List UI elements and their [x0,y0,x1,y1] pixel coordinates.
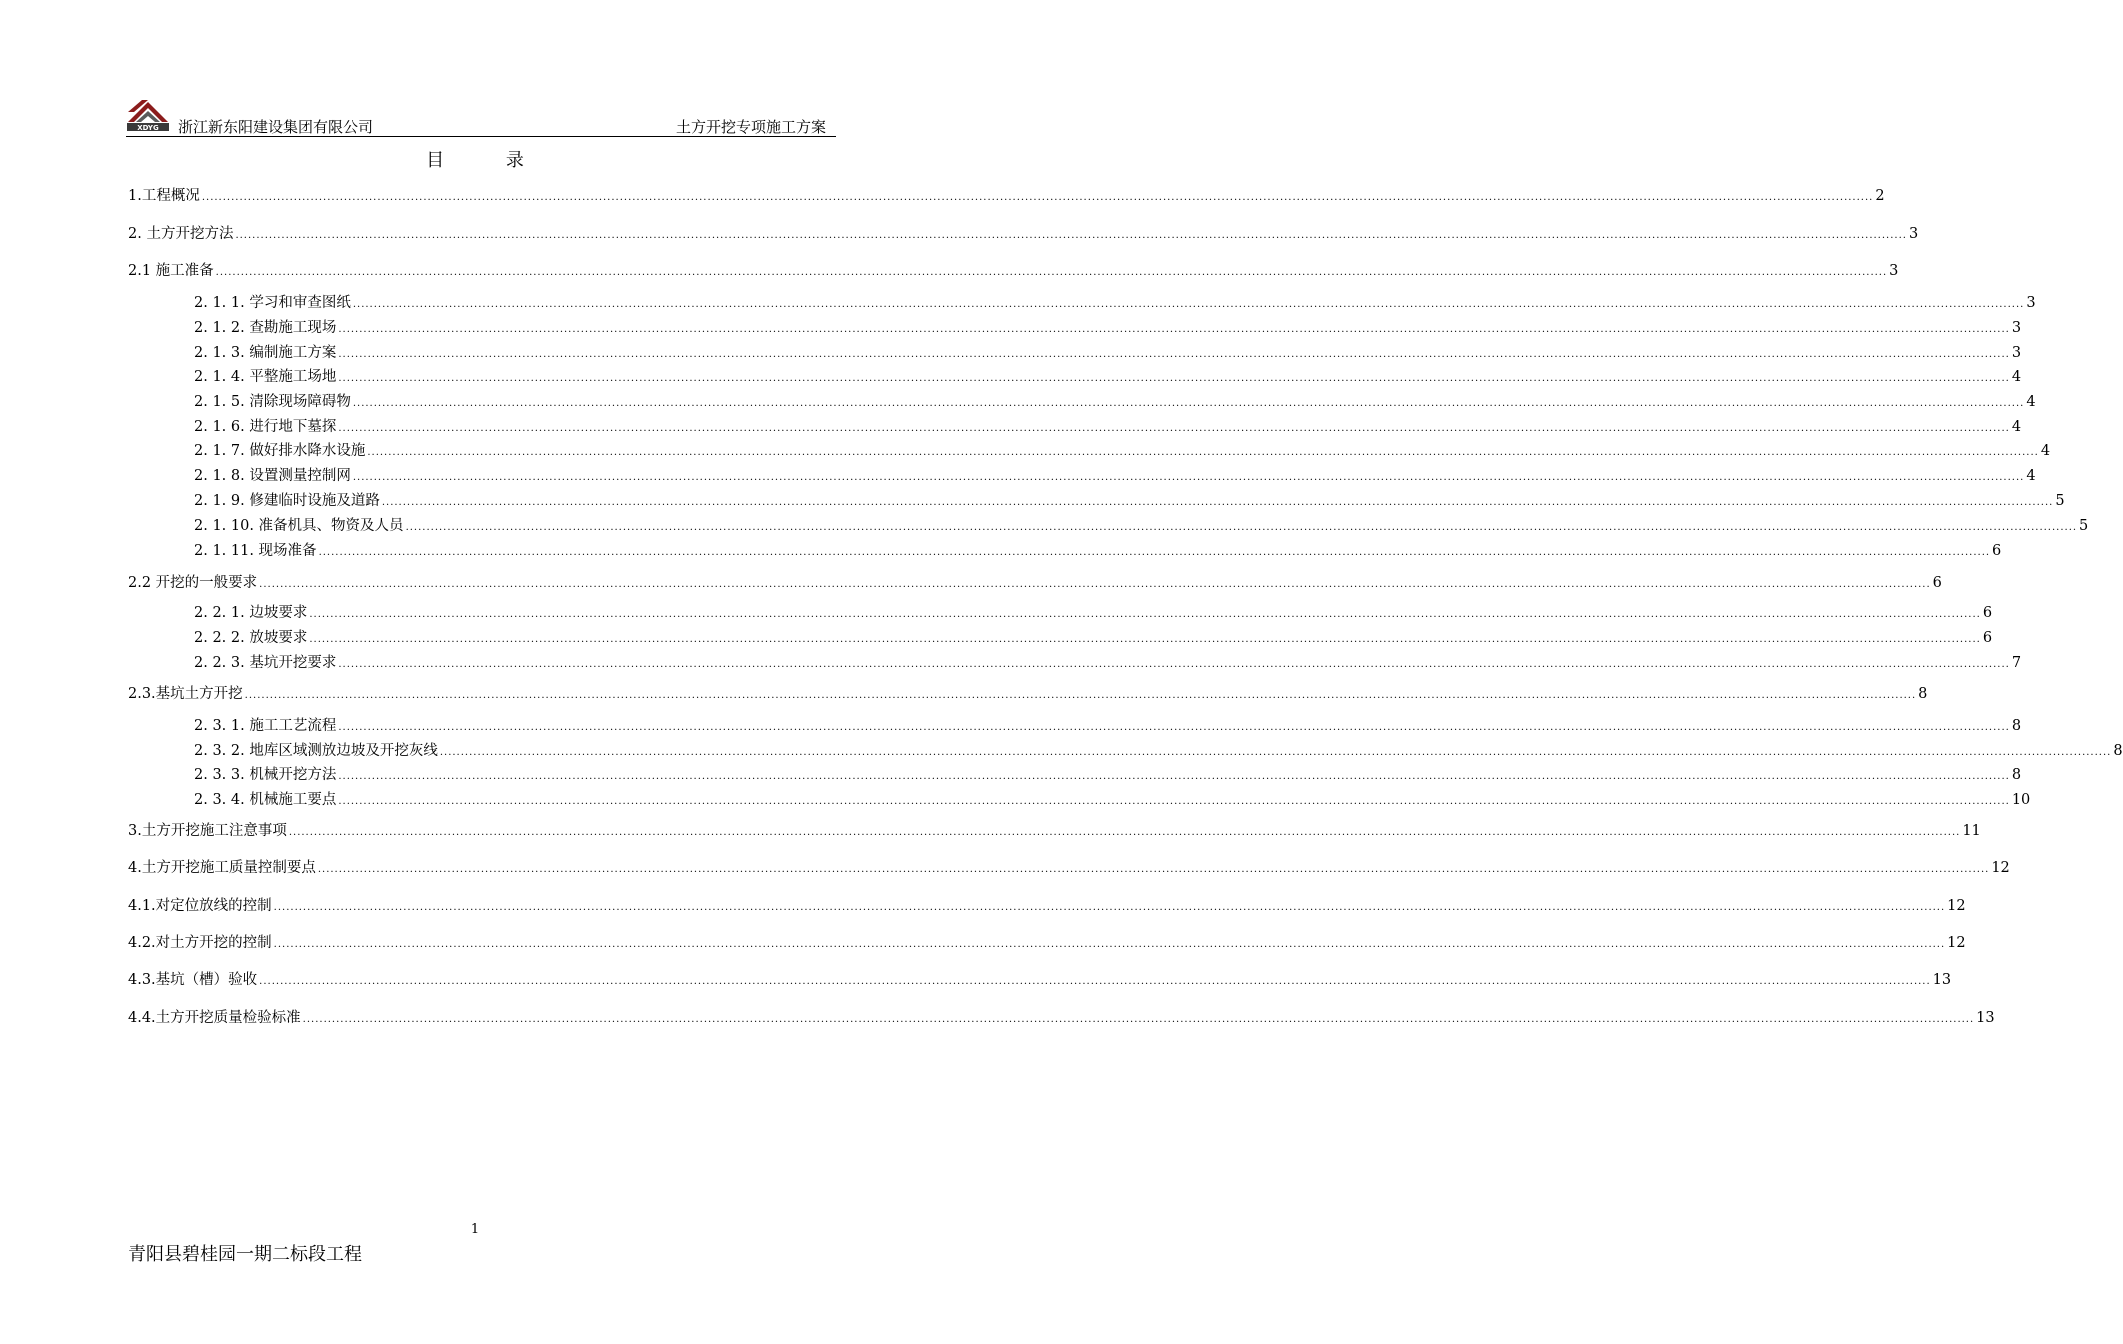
toc-leader-dots: ................................................................................................................................................................................................................................................................................................................................................................................................................ [338,659,2010,670]
toc-entry[interactable] [128,933,1966,953]
toc-entry-page: 8 [2011,767,2022,783]
toc-entry[interactable] [194,392,2036,412]
toc-entry[interactable] [194,541,2002,561]
toc-leader-dots: ................................................................................................................................................................................................................................................................................................................................................................................................................ [288,827,1961,838]
toc-entry[interactable] [194,466,2036,486]
toc-entry-page: 4 [2026,468,2036,484]
toc-leader-dots: ................................................................................................................................................................................................................................................................................................................................................................................................................ [215,267,1888,278]
toc-entry-page: 10 [2011,792,2031,808]
toc-entry[interactable] [194,417,2022,437]
toc-entry[interactable] [194,293,2036,313]
toc-entry-label: 4.1.对定位放线的控制 [128,898,272,914]
toc-entry[interactable] [194,516,2089,536]
toc-leader-dots: ................................................................................................................................................................................................................................................................................................................................................................................................................ [309,609,1981,620]
toc-entry-label: 1.工程概况 [128,188,200,204]
toc-entry-label: 2.1 施工准备 [128,263,214,279]
toc-entry-label: 2. 1. 7. 做好排水降水设施 [194,443,366,459]
toc-leader-dots: ................................................................................................................................................................................................................................................................................................................................................................................................................ [259,976,1931,987]
toc-leader-dots: ................................................................................................................................................................................................................................................................................................................................................................................................................ [338,423,2010,434]
toc-entry[interactable] [194,765,2022,785]
toc-entry[interactable] [128,821,1981,841]
toc-entry-page: 4 [2011,369,2022,385]
toc-leader-dots: ................................................................................................................................................................................................................................................................................................................................................................................................................ [317,864,1990,875]
toc-entry-label: 4.2.对土方开挖的控制 [128,935,272,951]
toc-leader-dots: ................................................................................................................................................................................................................................................................................................................................................................................................................ [338,373,2010,384]
toc-entry[interactable] [128,896,1966,916]
document-title: 土方开挖专项施工方案 [675,118,826,136]
toc-entry-label: 2. 3. 1. 施工工艺流程 [194,718,337,734]
toc-leader-dots: ................................................................................................................................................................................................................................................................................................................................................................................................................ [352,299,2025,310]
toc-entry-page: 3 [2011,345,2022,361]
toc-entry-page: 4 [2040,443,2051,459]
header-divider [126,136,836,137]
toc-entry-page: 4 [2026,394,2036,410]
svg-text:XDYG: XDYG [137,124,159,132]
toc-leader-dots: ................................................................................................................................................................................................................................................................................................................................................................................................................ [439,747,2112,758]
toc-entry-label: 2. 3. 2. 地库区域测放边坡及开挖灰线 [194,743,438,759]
page-header [126,98,836,134]
toc-entry[interactable] [194,716,2022,736]
toc-entry-label: 2. 土方开挖方法 [128,226,234,242]
toc-entry[interactable] [194,790,2031,810]
toc-leader-dots: ................................................................................................................................................................................................................................................................................................................................................................................................................ [273,939,1946,950]
toc-heading: 目 录 [426,150,552,171]
toc-leader-dots: ................................................................................................................................................................................................................................................................................................................................................................................................................ [273,902,1946,913]
toc-entry-page: 3 [1908,226,1919,242]
toc-entry-page: 6 [1932,575,1942,591]
company-logo-icon [126,98,170,132]
toc-entry-page: 12 [1947,898,1966,914]
toc-entry-label: 3.土方开挖施工注意事项 [128,823,287,839]
toc-entry-page: 3 [2011,320,2022,336]
toc-entry[interactable] [128,224,1919,244]
toc-leader-dots: ................................................................................................................................................................................................................................................................................................................................................................................................................ [201,192,1874,203]
toc-leader-dots: ................................................................................................................................................................................................................................................................................................................................................................................................................ [405,522,2078,533]
toc-leader-dots: ................................................................................................................................................................................................................................................................................................................................................................................................................ [381,497,2054,508]
toc-entry[interactable] [194,491,2065,511]
toc-entry[interactable] [194,653,2022,673]
toc-entry[interactable] [128,573,1942,593]
toc-entry-page: 5 [2055,493,2065,509]
toc-entry[interactable] [194,343,2022,363]
toc-entry-page: 3 [1889,263,1899,279]
toc-entry-page: 12 [1991,860,2010,876]
toc-entry[interactable] [194,367,2022,387]
toc-entry-page: 3 [2026,295,2036,311]
toc-entry-label: 2. 1. 4. 平整施工场地 [194,369,337,385]
toc-entry[interactable] [128,186,1885,206]
toc-leader-dots: ................................................................................................................................................................................................................................................................................................................................................................................................................ [367,447,2039,458]
toc-entry-page: 6 [1982,630,1993,646]
toc-entry-label: 2.2 开挖的一般要求 [128,575,258,591]
toc-entry-page: 8 [2011,718,2022,734]
toc-entry-page: 2 [1875,188,1885,204]
project-name: 青阳县碧桂园一期二标段工程 [128,1244,362,1265]
toc-entry-label: 2. 1. 3. 编制施工方案 [194,345,337,361]
toc-entry[interactable] [128,858,2010,878]
toc-leader-dots: ................................................................................................................................................................................................................................................................................................................................................................................................................ [318,547,1991,558]
toc-entry-label: 4.3.基坑（槽）验收 [128,972,258,988]
toc-entry[interactable] [194,441,2051,461]
toc-entry[interactable] [194,741,2123,761]
toc-entry-page: 12 [1947,935,1966,951]
toc-entry[interactable] [128,684,1928,704]
toc-leader-dots: ................................................................................................................................................................................................................................................................................................................................................................................................................ [259,579,1931,590]
toc-entry-label: 2. 1. 10. 准备机具、物资及人员 [194,518,404,534]
toc-entry-label: 2. 1. 11. 现场准备 [194,543,317,559]
toc-entry-page: 13 [1932,972,1952,988]
toc-leader-dots: ................................................................................................................................................................................................................................................................................................................................................................................................................ [338,722,2010,733]
toc-entry[interactable] [128,970,1952,990]
toc-leader-dots: ................................................................................................................................................................................................................................................................................................................................................................................................................ [338,796,2010,807]
toc-entry-label: 2. 1. 2. 查勘施工现场 [194,320,337,336]
company-name: 浙江新东阳建设集团有限公司 [178,118,374,136]
toc-leader-dots: ................................................................................................................................................................................................................................................................................................................................................................................................................ [338,771,2010,782]
toc-entry-label: 2. 1. 1. 学习和审查图纸 [194,295,351,311]
toc-entry-page: 13 [1976,1010,1995,1026]
toc-leader-dots: ................................................................................................................................................................................................................................................................................................................................................................................................................ [338,349,2010,360]
toc-entry-label: 2. 2. 3. 基坑开挖要求 [194,655,337,671]
toc-entry-label: 4.土方开挖施工质量控制要点 [128,860,316,876]
toc-leader-dots: ................................................................................................................................................................................................................................................................................................................................................................................................................ [352,398,2025,409]
toc-entry-label: 4.4.土方开挖质量检验标准 [128,1010,301,1026]
toc-entry-label: 2. 2. 1. 边坡要求 [194,605,308,621]
toc-entry-label: 2. 1. 5. 清除现场障碍物 [194,394,351,410]
toc-entry-page: 8 [1918,686,1928,702]
toc-entry-label: 2. 2. 2. 放坡要求 [194,630,308,646]
toc-leader-dots: ................................................................................................................................................................................................................................................................................................................................................................................................................ [244,690,1917,701]
toc-entry[interactable] [128,261,1899,281]
toc-leader-dots: ................................................................................................................................................................................................................................................................................................................................................................................................................ [352,472,2025,483]
toc-entry-page: 4 [2011,419,2022,435]
toc-entry-page: 8 [2113,743,2123,759]
toc-entry[interactable] [194,318,2022,338]
toc-entry[interactable] [194,628,1993,648]
toc-entry-label: 2. 3. 4. 机械施工要点 [194,792,337,808]
toc-leader-dots: ................................................................................................................................................................................................................................................................................................................................................................................................................ [309,634,1981,645]
toc-entry-page: 6 [1982,605,1993,621]
page-number: 1 [470,1222,480,1237]
toc-leader-dots: ................................................................................................................................................................................................................................................................................................................................................................................................................ [302,1014,1975,1025]
toc-entry-page: 7 [2011,655,2022,671]
toc-entry-label: 2. 1. 9. 修建临时设施及道路 [194,493,380,509]
toc-entry-label: 2. 1. 8. 设置测量控制网 [194,468,351,484]
toc-entry-page: 5 [2079,518,2089,534]
toc-entry-label: 2. 3. 3. 机械开挖方法 [194,767,337,783]
toc-leader-dots: ................................................................................................................................................................................................................................................................................................................................................................................................................ [338,324,2010,335]
toc-entry[interactable] [194,603,1993,623]
toc-leader-dots: ................................................................................................................................................................................................................................................................................................................................................................................................................ [235,230,1907,241]
toc-entry-label: 2.3.基坑土方开挖 [128,686,243,702]
toc-entry-label: 2. 1. 6. 进行地下墓探 [194,419,337,435]
toc-entry-page: 6 [1992,543,2002,559]
toc-entry[interactable] [128,1008,1995,1028]
toc-entry-page: 11 [1962,823,1981,839]
